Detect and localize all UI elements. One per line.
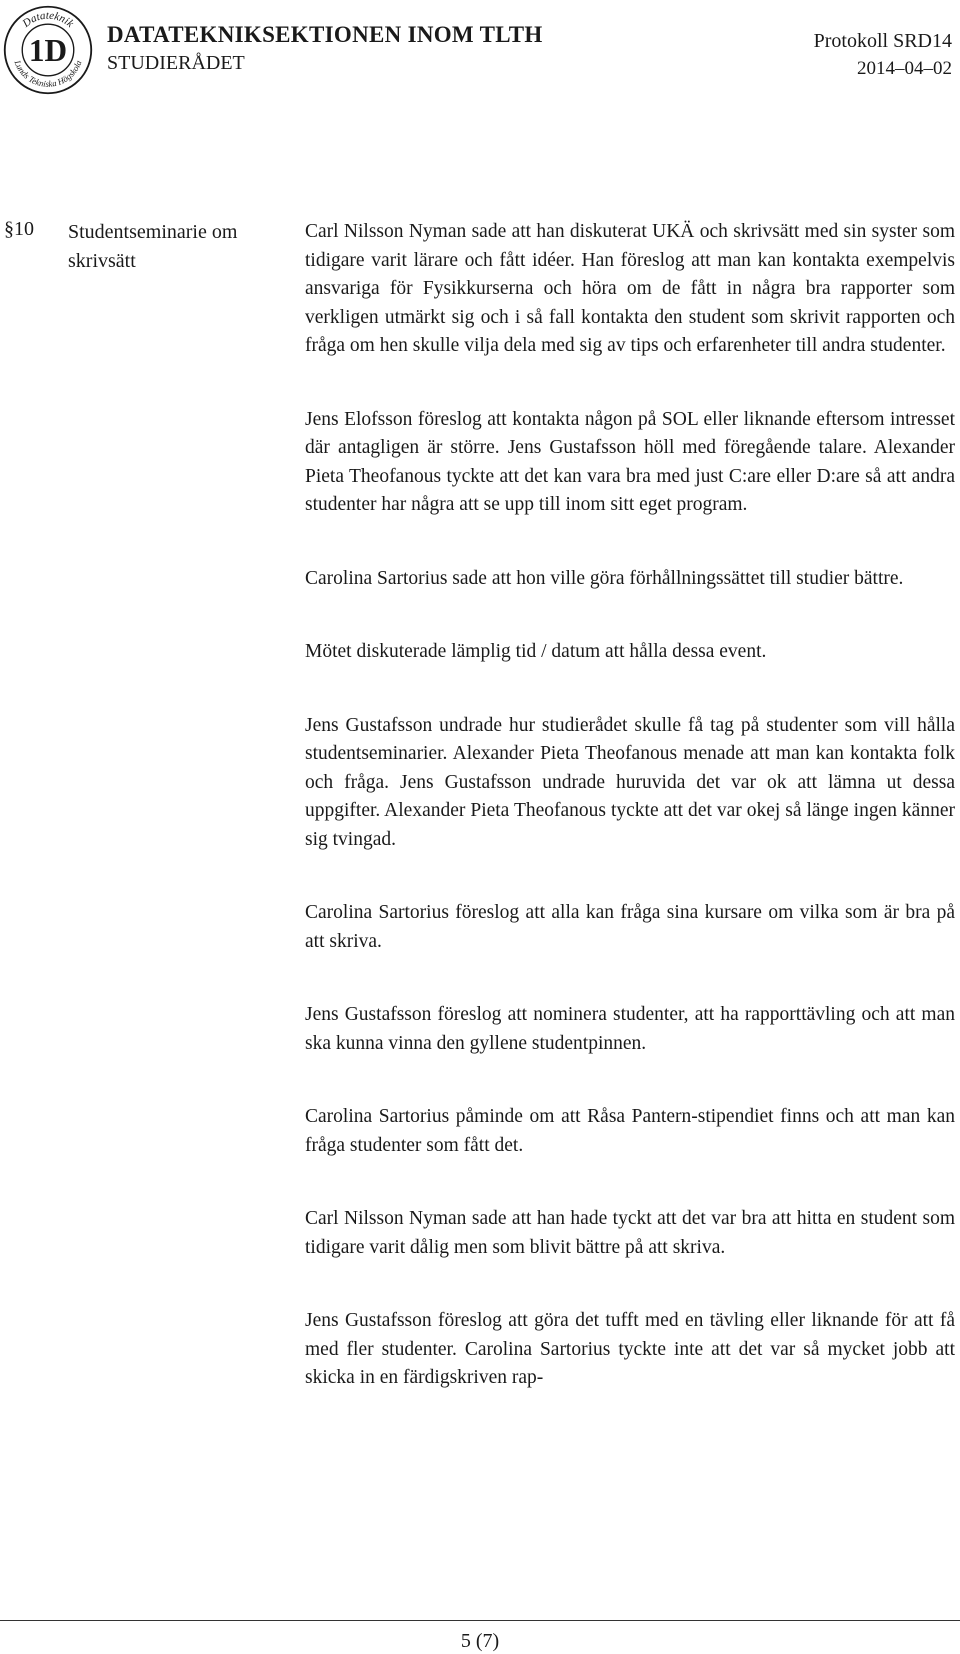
page-header xyxy=(0,0,960,110)
paragraph: Jens Gustafsson föreslog att nominera studenter, att ha rapporttävling och att man ska kunna vinna den gyllene studentpinnen. xyxy=(305,1004,955,1054)
logo-text-top: Datateknik xyxy=(20,9,76,30)
datateknik-seal-icon xyxy=(2,4,94,96)
page-number: 5 (7) xyxy=(460,1630,500,1652)
protocol-date: 2014–04–02 xyxy=(857,58,952,79)
paragraph: Carl Nilsson Nyman sade att han diskuterat UKÄ och skrivsätt med sin syster som tidigare varit lärare och fått idéer. Han föreslog att man kan kontakta exempelvis ansvariga för Fysikkurserna och höra om de fått in några bra rapporter som verkligen utmärkt sig och i så fall kontakta den student som skrivit rapporten och fråga om hen skulle vilja dela med sig av tips och erfarenheter till andra studenter. xyxy=(305,221,955,356)
paragraph: Carolina Sartorius påminde om att Råsa Pantern-stipendiet finns och att man kan fråga studenter som fått det. xyxy=(305,1106,955,1156)
footer-divider xyxy=(0,1620,960,1621)
protocol-title: Protokoll SRD14 xyxy=(813,30,952,52)
paragraph: Jens Elofsson föreslog att kontakta någon på SOL eller liknande eftersom intresset där antagligen är större. Jens Gustafsson höll med föregående talare. Alexander Pieta Theofanous tyckte att det kan vara bra med just C:are eller D:are så att andra studenter har några att se upp till inom sitt eget program. xyxy=(305,408,955,515)
section-content xyxy=(305,218,955,1438)
paragraph: Carolina Sartorius sade att hon ville göra förhållningssättet till studier bättre. xyxy=(305,567,904,589)
logo-text-bottom: Lunds Tekniska Högskola xyxy=(12,58,84,89)
paragraph: Jens Gustafsson undrade hur studierådet skulle få tag på studenter som vill hålla studentseminarier. Alexander Pieta Theofanous menade att man kan kontakta folk och fråga. Jens Gustafsson undrade huruvida det var ok att lämna ut dessa uppgifter. Alexander Pieta Theofanous tyckte att det var okej så länge ingen känner sig tvingad. xyxy=(305,714,955,850)
paragraph: Carl Nilsson Nyman sade att han hade tyckt att det var bra att hitta en student som tidigare varit dålig men som blivit bättre på att skriva. xyxy=(305,1208,955,1258)
organization-name: DATATEKNIKSEKTIONEN INOM TLTH xyxy=(107,22,543,47)
svg-text:Datateknik xyxy=(20,10,77,31)
paragraph: Jens Gustafsson föreslog att göra det tufft med en tävling eller liknande för att få med fler studenter. Carolina Sartorius tyckte inte att det var så mycket jobb att skicka in en färdigskriven rap- xyxy=(305,1310,955,1388)
paragraph: Mötet diskuterade lämplig tid / datum att hålla dessa event. xyxy=(305,641,767,662)
paragraph: Carolina Sartorius föreslog att alla kan fråga sina kursare om vilka som är bra på att skriva. xyxy=(305,902,955,952)
logo-numeral: 1D xyxy=(28,33,68,69)
section-title: Studentseminarie om skrivsätt xyxy=(68,221,238,272)
section-number: §10 xyxy=(4,218,34,240)
organization-subtitle: STUDIERÅDET xyxy=(107,52,245,74)
